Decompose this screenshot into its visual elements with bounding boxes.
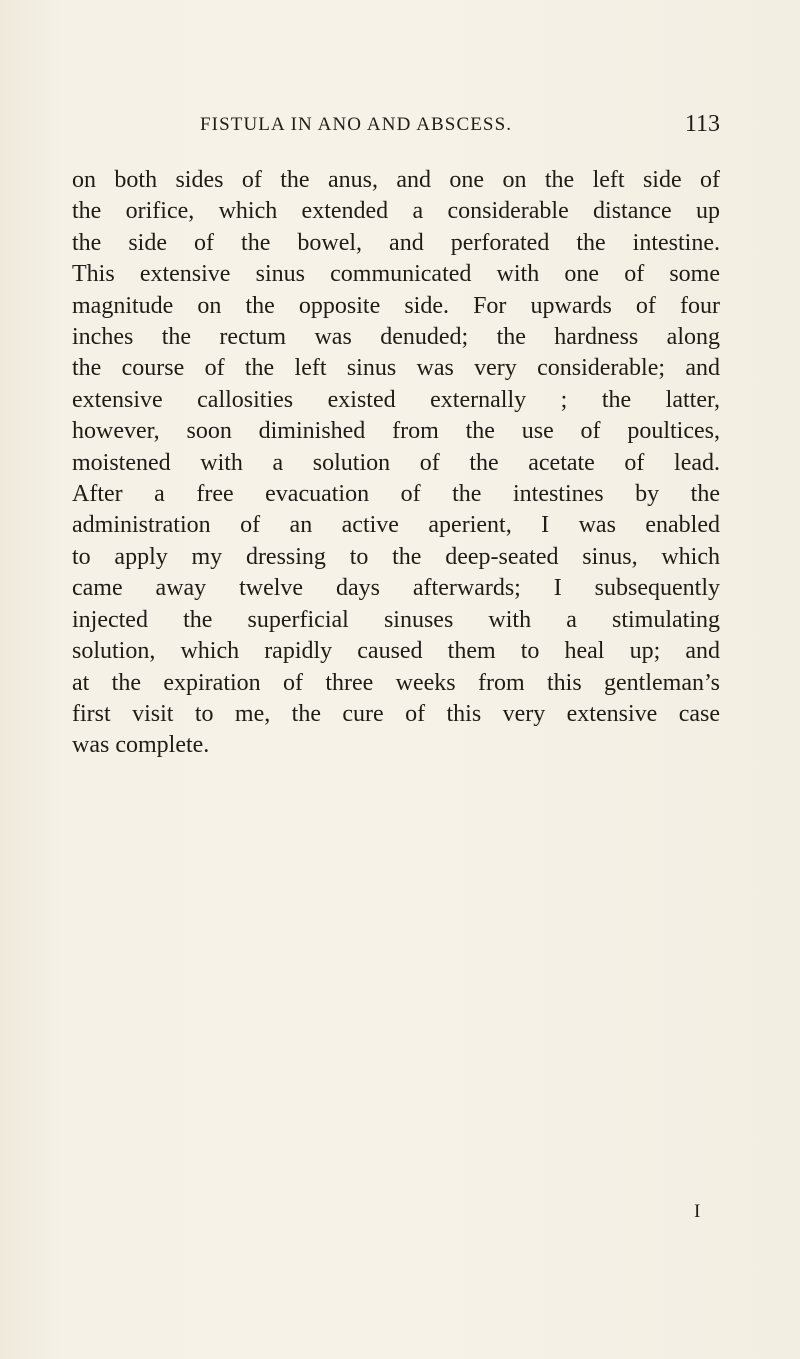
text-line: magnitude on the opposite side. For upwards of four (72, 292, 720, 319)
text-line: to apply my dressing to the deep-seated sinus, which (72, 543, 720, 570)
text-line: This extensive sinus communicated with one of some (72, 261, 720, 288)
running-title: FISTULA IN ANO AND ABSCESS. (200, 114, 513, 135)
text-line: the side of the bowel, and perforated the intestine. (72, 229, 720, 256)
text-line: the orifice, which extended a considerable distance up (72, 198, 720, 225)
text-line-last: was complete. (72, 732, 210, 759)
text-line: extensive callosities existed externally ; the latter, (72, 386, 720, 413)
page-number: 113 (684, 111, 720, 137)
text-line: solution, which rapidly caused them to heal up; and (72, 638, 720, 665)
text-line: came away twelve days afterwards; I subsequently (72, 575, 720, 602)
running-head (200, 111, 720, 144)
text-line: After a free evacuation of the intestines by the (72, 481, 720, 508)
text-line: injected the superficial sinuses with a stimulating (72, 606, 720, 633)
text-line: first visit to me, the cure of this very extensive case (72, 700, 720, 727)
text-line: at the expiration of three weeks from this gentleman’s (72, 669, 720, 696)
text-line: the course of the left sinus was very considerable; and (72, 355, 720, 382)
text-line: on both sides of the anus, and one on the left side of (72, 167, 720, 193)
text-line: however, soon diminished from the use of poultices, (72, 418, 720, 445)
signature-mark: I (694, 1201, 701, 1222)
text-line: moistened with a solution of the acetate of lead. (72, 449, 720, 476)
text-line: inches the rectum was denuded; the hardness along (72, 324, 720, 351)
body-paragraph (72, 165, 720, 762)
text-line: administration of an active aperient, I was enabled (72, 512, 720, 539)
